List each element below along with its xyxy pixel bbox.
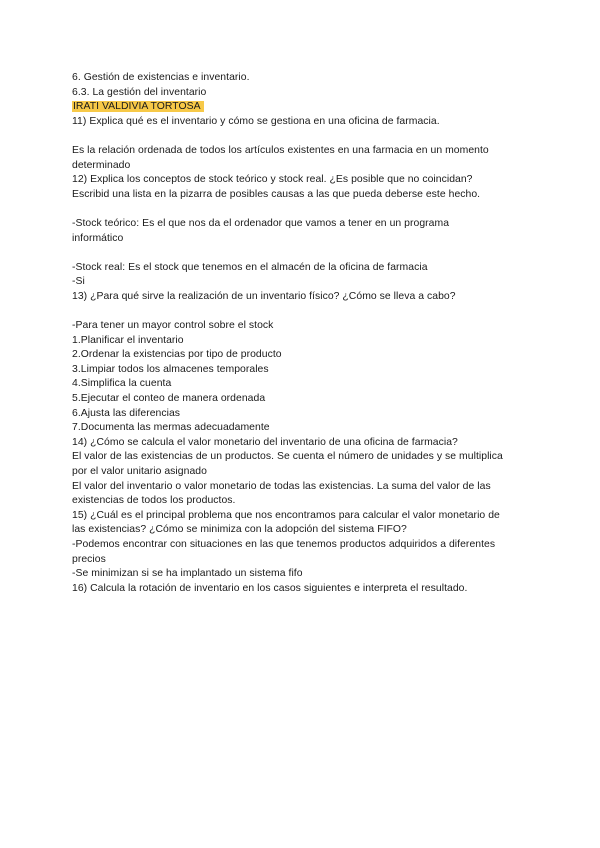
answer-14-p1-line2: por el valor unitario asignado xyxy=(72,466,207,478)
answer-15-line3: -Se minimizan si se ha implantado un sistema fifo xyxy=(72,568,303,580)
blank-line xyxy=(72,246,540,261)
question-12-line1: 12) Explica los conceptos de stock teórico y stock real. ¿Es posible que no coincidan? xyxy=(72,174,473,186)
answer-13-step: 6.Ajusta las diferencias xyxy=(72,407,181,419)
question-11: 11) Explica qué es el inventario y cómo se gestiona en una oficina de farmacia. xyxy=(72,115,440,127)
question-15-line2: las existencias? ¿Cómo se minimiza con la adopción del sistema FIFO? xyxy=(72,524,407,536)
answer-15-line1: -Podemos encontrar con situaciones en las que tenemos productos adquiridos a diferentes xyxy=(72,539,496,550)
answer-11-line2: determinado xyxy=(72,159,131,171)
answer-13-step: 2.Ordenar la existencias por tipo de producto xyxy=(72,349,282,361)
answer-13-intro: -Para tener un mayor control sobre el stock xyxy=(72,320,274,332)
answer-11-line1: Es la relación ordenada de todos los artículos existentes en una farmacia en un momento xyxy=(72,144,489,156)
question-13: 13) ¿Para qué sirve la realización de un inventario físico? ¿Cómo se lleva a cabo? xyxy=(72,290,456,302)
question-16: 16) Calcula la rotación de inventario en los casos siguientes e interpreta el resultado. xyxy=(72,582,468,594)
question-12-line2: Escribid una lista en la pizarra de posibles causas a las que pueda deberse este hecho. xyxy=(72,188,481,200)
answer-13-step: 5.Ejecutar el conteo de manera ordenada xyxy=(72,393,266,405)
blank-line xyxy=(72,129,540,144)
answer-13-step: 7.Documenta las mermas adecuadamente xyxy=(72,422,270,434)
answer-13-step: 1.Planificar el inventario xyxy=(72,334,184,346)
question-14: 14) ¿Cómo se calcula el valor monetario del inventario de una oficina de farmacia? xyxy=(72,436,458,448)
blank-line xyxy=(72,305,540,320)
answer-13-step: 4.Simplifica la cuenta xyxy=(72,378,172,390)
blank-line xyxy=(72,202,540,217)
answer-14-p2-line1: El valor del inventario o valor monetario de todas las existencias. La suma del valor de las xyxy=(72,480,491,492)
subsection-title: 6.3. La gestión del inventario xyxy=(72,86,207,98)
author-name-highlighted: IRATI VALDIVIA TORTOSA xyxy=(72,101,204,112)
answer-12-teorico-line1: -Stock teórico: Es el que nos da el ordenador que vamos a tener en un programa xyxy=(72,217,450,229)
answer-15-line2: precios xyxy=(72,553,106,565)
section-title: 6. Gestión de existencias e inventario. xyxy=(72,72,250,83)
answer-14-p2-line2: existencias de todos los productos. xyxy=(72,495,236,507)
answer-12-teorico-line2: informático xyxy=(72,232,124,244)
answer-14-p1-line1: El valor de las existencias de un productos. Se cuenta el número de unidades y se multiplica xyxy=(72,451,503,463)
answer-12-real: -Stock real: Es el stock que tenemos en el almacén de la oficina de farmacia xyxy=(72,261,428,273)
question-15-line1: 15) ¿Cuál es el principal problema que nos encontramos para calcular el valor monetario de xyxy=(72,509,500,521)
answer-13-step: 3.Limpiar todos los almacenes temporales xyxy=(72,363,269,375)
answer-12-si: -Si xyxy=(72,276,85,288)
